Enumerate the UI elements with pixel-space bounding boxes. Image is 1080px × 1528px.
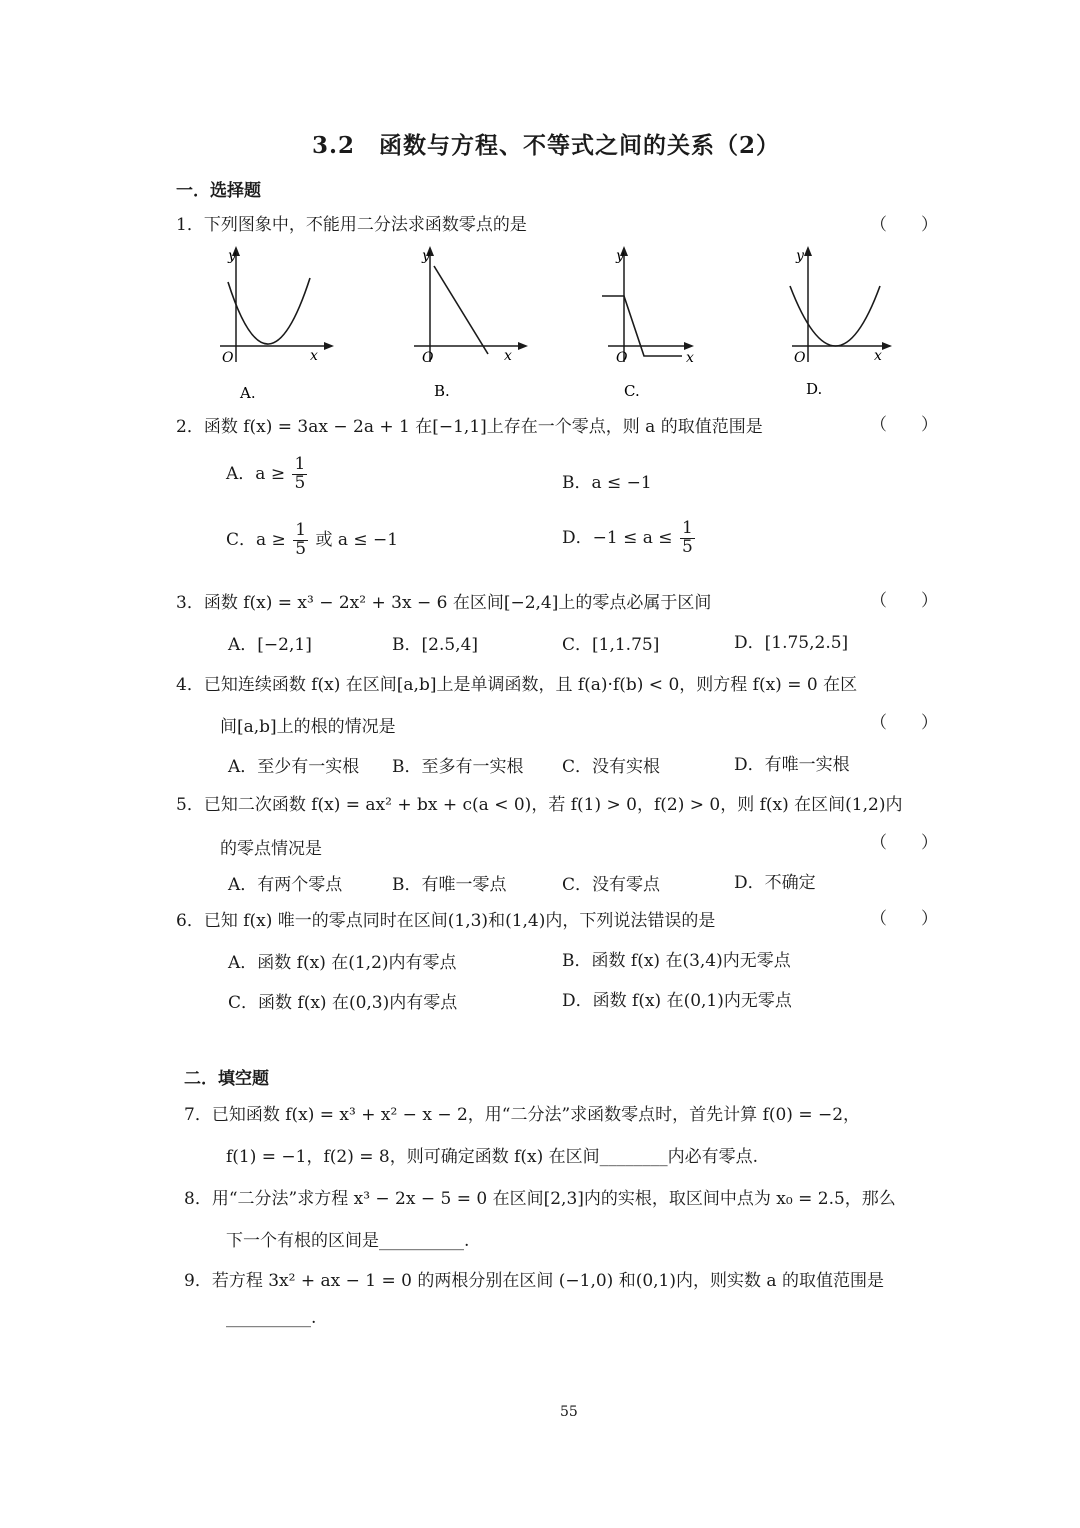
section-heading-choice: 一．选择题: [176, 181, 261, 201]
page-title: 3.2 函数与方程、不等式之间的关系（2）: [312, 132, 781, 159]
graph-caption: C.: [624, 382, 640, 400]
graph-caption: B.: [434, 382, 450, 400]
origin-label: O: [422, 350, 434, 366]
question-8-line-2: 下一个有根的区间是__________.: [226, 1231, 470, 1251]
answer-paren: （ ）: [870, 215, 938, 235]
question-3-stem: 3．函数 f(x) = x³ − 2x² + 3x − 6 在区间[−2,4]上的零点必属于区间: [176, 593, 712, 613]
question-2-stem: 2．函数 f(x) = 3ax − 2a + 1 在[−1,1]上存在一个零点，则 a 的取值范围是: [176, 417, 763, 437]
y-label: y: [228, 248, 236, 264]
question-2-option-a: A．a ≥ $\frac{1}{5}$: [226, 454, 306, 493]
x-label: x: [504, 348, 512, 364]
answer-paren: （ ）: [870, 415, 938, 435]
question-6-option-b: B．函数 f(x) 在(3,4)内无零点: [562, 951, 791, 971]
question-4-option-b: B．至多有一实根: [392, 757, 524, 777]
origin-label: O: [222, 350, 234, 366]
question-4-line-2: 间[a,b]上的根的情况是: [220, 717, 396, 737]
question-7-line-2: f(1) = −1，f(2) = 8，则可确定函数 f(x) 在区间________内必有零点.: [226, 1147, 759, 1167]
question-7-line-1: 7．已知函数 f(x) = x³ + x² − x − 2，用“二分法”求函数零点时，首先计算 f(0) = −2，: [184, 1105, 861, 1125]
question-3-option-b: B．[2.5,4]: [392, 635, 479, 655]
graph-a: [210, 240, 340, 402]
page-number: 55: [560, 1404, 578, 1420]
question-9-line-2: __________.: [226, 1308, 317, 1328]
question-4-line-1: 4．已知连续函数 f(x) 在区间[a,b]上是单调函数，且 f(a)·f(b) < 0，则方程 f(x) = 0 在区: [176, 675, 858, 695]
question-3-option-c: C．[1,1.75]: [562, 635, 660, 655]
x-label: x: [310, 348, 318, 364]
graph-d: [782, 240, 912, 398]
question-5-option-d: D．不确定: [734, 873, 816, 893]
question-2-option-d: D．−1 ≤ a ≤ $\frac{1}{5}$: [562, 518, 693, 557]
answer-paren: （ ）: [870, 713, 938, 733]
question-5-line-1: 5．已知二次函数 f(x) = ax² + bx + c(a < 0)，若 f(1) > 0，f(2) > 0，则 f(x) 在区间(1,2)内: [176, 795, 903, 815]
question-4-option-d: D．有唯一实根: [734, 755, 850, 775]
question-3-option-d: D．[1.75,2.5]: [734, 633, 849, 653]
graph-c: [598, 240, 728, 400]
question-5-option-b: B．有唯一零点: [392, 875, 507, 895]
answer-paren: （ ）: [870, 833, 938, 853]
question-6-option-a: A．函数 f(x) 在(1,2)内有零点: [228, 953, 457, 973]
question-6-stem: 6．已知 f(x) 唯一的零点同时在区间(1,3)和(1,4)内，下列说法错误的是: [176, 911, 716, 931]
graph-b: [404, 240, 534, 400]
question-6-option-d: D．函数 f(x) 在(0,1)内无零点: [562, 991, 792, 1011]
answer-paren: （ ）: [870, 591, 938, 611]
origin-label: O: [616, 350, 628, 366]
question-6-option-c: C．函数 f(x) 在(0,3)内有零点: [228, 993, 458, 1013]
answer-paren: （ ）: [870, 909, 938, 929]
x-label: x: [686, 350, 694, 366]
question-5-line-2: 的零点情况是: [220, 839, 322, 859]
question-9-line-1: 9．若方程 3x² + ax − 1 = 0 的两根分别在区间 (−1,0) 和(0,1)内，则实数 a 的取值范围是: [184, 1271, 884, 1291]
graph-caption: D.: [806, 380, 823, 398]
origin-label: O: [794, 350, 806, 366]
x-label: x: [874, 348, 882, 364]
question-2-option-b: B．a ≤ −1: [562, 473, 652, 493]
question-3-option-a: A．[−2,1]: [228, 635, 312, 655]
question-8-line-1: 8．用“二分法”求方程 x³ − 2x − 5 = 0 在区间[2,3]内的实根，取区间中点为 x₀ = 2.5，那么: [184, 1189, 896, 1209]
graph-caption: A.: [240, 384, 256, 402]
question-5-option-c: C．没有零点: [562, 875, 661, 895]
section-heading-fill-in: 二．填空题: [184, 1069, 269, 1089]
question-4-option-c: C．没有实根: [562, 757, 661, 777]
question-5-option-a: A．有两个零点: [228, 875, 343, 895]
y-label: y: [616, 248, 624, 264]
question-2-option-c: C．a ≥ $\frac{1}{5}$ 或 a ≤ −1: [226, 520, 399, 559]
y-label: y: [422, 248, 430, 264]
question-4-option-a: A．至少有一实根: [228, 757, 360, 777]
y-label: y: [796, 248, 804, 264]
question-1-stem: 1．下列图象中，不能用二分法求函数零点的是: [176, 215, 527, 235]
